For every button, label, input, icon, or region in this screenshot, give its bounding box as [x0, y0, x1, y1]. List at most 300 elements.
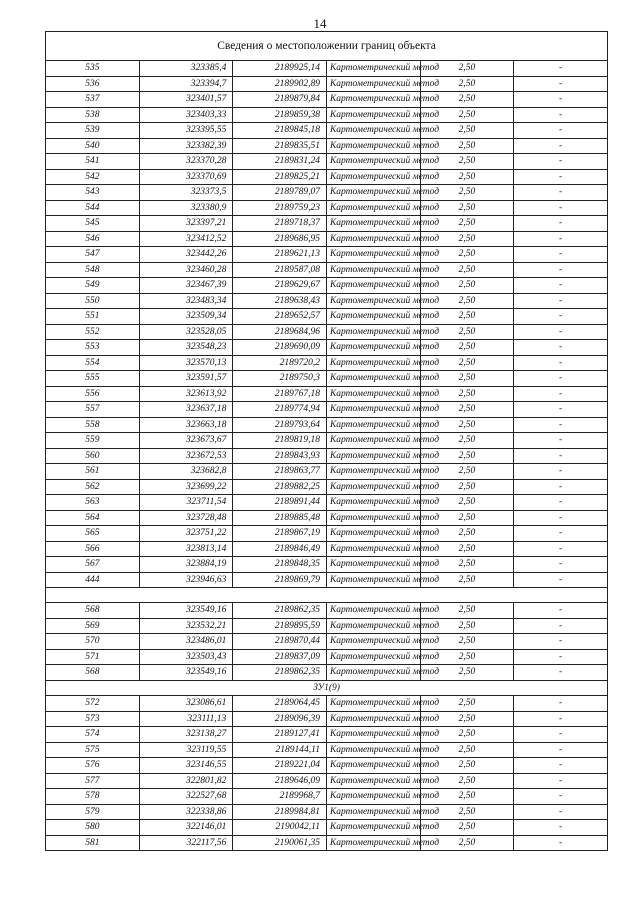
description: -	[514, 417, 608, 433]
table-row	[46, 773, 608, 789]
x-coordinate: 323549,16	[139, 603, 233, 619]
accuracy: 2,50	[420, 262, 514, 278]
y-coordinate: 2190061,35	[233, 835, 327, 851]
accuracy: 2,50	[420, 742, 514, 758]
accuracy: 2,50	[420, 61, 514, 77]
description: -	[514, 758, 608, 774]
x-coordinate: 323591,57	[139, 371, 233, 387]
x-coordinate: 323380,9	[139, 200, 233, 216]
table-row	[46, 649, 608, 665]
x-coordinate: 323682,8	[139, 464, 233, 480]
point-number: 574	[46, 727, 140, 743]
point-number: 564	[46, 510, 140, 526]
x-coordinate: 323401,57	[139, 92, 233, 108]
x-coordinate: 323442,26	[139, 247, 233, 263]
page-number: 14	[313, 16, 327, 31]
y-coordinate: 2189879,84	[233, 92, 327, 108]
accuracy: 2,50	[420, 231, 514, 247]
point-number: 550	[46, 293, 140, 309]
y-coordinate: 2189984,81	[233, 804, 327, 820]
description: -	[514, 495, 608, 511]
table-row	[46, 138, 608, 154]
description: -	[514, 789, 608, 805]
accuracy: 2,50	[420, 76, 514, 92]
accuracy: 2,50	[420, 696, 514, 712]
method: Картометрический метод	[326, 495, 420, 511]
x-coordinate: 322146,01	[139, 820, 233, 836]
table-row	[46, 464, 608, 480]
y-coordinate: 2189862,35	[233, 603, 327, 619]
point-number: 548	[46, 262, 140, 278]
table-row	[46, 820, 608, 836]
y-coordinate: 2189869,79	[233, 572, 327, 588]
x-coordinate: 323884,19	[139, 557, 233, 573]
point-number: 444	[46, 572, 140, 588]
accuracy: 2,50	[420, 278, 514, 294]
method: Картометрический метод	[326, 665, 420, 681]
method: Картометрический метод	[326, 433, 420, 449]
method: Картометрический метод	[326, 107, 420, 123]
x-coordinate: 323394,7	[139, 76, 233, 92]
accuracy: 2,50	[420, 247, 514, 263]
description: -	[514, 185, 608, 201]
description: -	[514, 541, 608, 557]
description: -	[514, 216, 608, 232]
method: Картометрический метод	[326, 355, 420, 371]
x-coordinate: 323548,23	[139, 340, 233, 356]
y-coordinate: 2190042,11	[233, 820, 327, 836]
method: Картометрический метод	[326, 804, 420, 820]
table-row	[46, 355, 608, 371]
boundary-coordinates-table	[45, 31, 608, 851]
point-number: 554	[46, 355, 140, 371]
method: Картометрический метод	[326, 340, 420, 356]
boundary-table-container	[45, 31, 608, 851]
y-coordinate: 2189587,08	[233, 262, 327, 278]
accuracy: 2,50	[420, 634, 514, 650]
y-coordinate: 2189793,64	[233, 417, 327, 433]
x-coordinate: 323467,39	[139, 278, 233, 294]
method: Картометрический метод	[326, 309, 420, 325]
table-row	[46, 557, 608, 573]
point-number: 560	[46, 448, 140, 464]
point-number: 551	[46, 309, 140, 325]
accuracy: 2,50	[420, 200, 514, 216]
description: -	[514, 665, 608, 681]
y-coordinate: 2189902,89	[233, 76, 327, 92]
x-coordinate: 323570,13	[139, 355, 233, 371]
table-row	[46, 92, 608, 108]
x-coordinate: 323370,69	[139, 169, 233, 185]
x-coordinate: 323549,16	[139, 665, 233, 681]
accuracy: 2,50	[420, 371, 514, 387]
accuracy: 2,50	[420, 433, 514, 449]
accuracy: 2,50	[420, 386, 514, 402]
description: -	[514, 820, 608, 836]
table-row	[46, 696, 608, 712]
accuracy: 2,50	[420, 154, 514, 170]
accuracy: 2,50	[420, 417, 514, 433]
x-coordinate: 323395,55	[139, 123, 233, 139]
y-coordinate: 2189846,49	[233, 541, 327, 557]
x-coordinate: 323373,5	[139, 185, 233, 201]
table-row	[46, 417, 608, 433]
description: -	[514, 479, 608, 495]
x-coordinate: 323503,43	[139, 649, 233, 665]
x-coordinate: 323673,67	[139, 433, 233, 449]
x-coordinate: 322117,56	[139, 835, 233, 851]
x-coordinate: 323385,4	[139, 61, 233, 77]
x-coordinate: 323119,55	[139, 742, 233, 758]
point-number: 553	[46, 340, 140, 356]
table-row	[46, 107, 608, 123]
point-number: 561	[46, 464, 140, 480]
section-row	[46, 680, 608, 696]
accuracy: 2,50	[420, 123, 514, 139]
table-row	[46, 433, 608, 449]
accuracy: 2,50	[420, 324, 514, 340]
point-number: 541	[46, 154, 140, 170]
y-coordinate: 2189825,21	[233, 169, 327, 185]
accuracy: 2,50	[420, 649, 514, 665]
accuracy: 2,50	[420, 711, 514, 727]
point-number: 536	[46, 76, 140, 92]
method: Картометрический метод	[326, 324, 420, 340]
description: -	[514, 324, 608, 340]
method: Картометрический метод	[326, 711, 420, 727]
method: Картометрический метод	[326, 138, 420, 154]
point-number: 538	[46, 107, 140, 123]
y-coordinate: 2189774,94	[233, 402, 327, 418]
description: -	[514, 154, 608, 170]
description: -	[514, 557, 608, 573]
description: -	[514, 247, 608, 263]
method: Картометрический метод	[326, 231, 420, 247]
method: Картометрический метод	[326, 169, 420, 185]
method: Картометрический метод	[326, 634, 420, 650]
description: -	[514, 138, 608, 154]
table-row	[46, 727, 608, 743]
x-coordinate: 323751,22	[139, 526, 233, 542]
table-row	[46, 479, 608, 495]
description: -	[514, 169, 608, 185]
separator-row	[46, 588, 608, 603]
table-row	[46, 711, 608, 727]
point-number: 571	[46, 649, 140, 665]
accuracy: 2,50	[420, 603, 514, 619]
accuracy: 2,50	[420, 727, 514, 743]
table-row	[46, 216, 608, 232]
table-row	[46, 665, 608, 681]
x-coordinate: 323138,27	[139, 727, 233, 743]
accuracy: 2,50	[420, 789, 514, 805]
method: Картометрический метод	[326, 200, 420, 216]
x-coordinate: 323672,53	[139, 448, 233, 464]
method: Картометрический метод	[326, 247, 420, 263]
point-number: 567	[46, 557, 140, 573]
x-coordinate: 323946,63	[139, 572, 233, 588]
y-coordinate: 2189891,44	[233, 495, 327, 511]
description: -	[514, 510, 608, 526]
description: -	[514, 618, 608, 634]
y-coordinate: 2189819,18	[233, 433, 327, 449]
point-number: 579	[46, 804, 140, 820]
accuracy: 2,50	[420, 665, 514, 681]
table-row	[46, 247, 608, 263]
y-coordinate: 2189096,39	[233, 711, 327, 727]
y-coordinate: 2189848,35	[233, 557, 327, 573]
table-row	[46, 618, 608, 634]
accuracy: 2,50	[420, 773, 514, 789]
accuracy: 2,50	[420, 557, 514, 573]
y-coordinate: 2189629,67	[233, 278, 327, 294]
table-row	[46, 278, 608, 294]
method: Картометрический метод	[326, 448, 420, 464]
table-row	[46, 340, 608, 356]
accuracy: 2,50	[420, 618, 514, 634]
accuracy: 2,50	[420, 355, 514, 371]
table-row	[46, 804, 608, 820]
y-coordinate: 2189750,3	[233, 371, 327, 387]
point-number: 555	[46, 371, 140, 387]
table-row	[46, 526, 608, 542]
accuracy: 2,50	[420, 526, 514, 542]
description: -	[514, 649, 608, 665]
table-row	[46, 448, 608, 464]
accuracy: 2,50	[420, 293, 514, 309]
table-row	[46, 185, 608, 201]
x-coordinate: 323397,21	[139, 216, 233, 232]
description: -	[514, 262, 608, 278]
point-number: 569	[46, 618, 140, 634]
x-coordinate: 323528,05	[139, 324, 233, 340]
description: -	[514, 464, 608, 480]
point-number: 535	[46, 61, 140, 77]
description: -	[514, 107, 608, 123]
description: -	[514, 727, 608, 743]
x-coordinate: 323412,52	[139, 231, 233, 247]
description: -	[514, 123, 608, 139]
description: -	[514, 773, 608, 789]
method: Картометрический метод	[326, 92, 420, 108]
method: Картометрический метод	[326, 758, 420, 774]
y-coordinate: 2189837,09	[233, 649, 327, 665]
method: Картометрический метод	[326, 618, 420, 634]
point-number: 577	[46, 773, 140, 789]
point-number: 562	[46, 479, 140, 495]
description: -	[514, 371, 608, 387]
x-coordinate: 323483,34	[139, 293, 233, 309]
y-coordinate: 2189870,44	[233, 634, 327, 650]
x-coordinate: 322527,68	[139, 789, 233, 805]
x-coordinate: 323532,21	[139, 618, 233, 634]
point-number: 576	[46, 758, 140, 774]
table-row	[46, 758, 608, 774]
table-row	[46, 495, 608, 511]
point-number: 549	[46, 278, 140, 294]
method: Картометрический метод	[326, 61, 420, 77]
point-number: 545	[46, 216, 140, 232]
point-number: 568	[46, 603, 140, 619]
method: Картометрический метод	[326, 402, 420, 418]
y-coordinate: 2189968,7	[233, 789, 327, 805]
table-row	[46, 324, 608, 340]
accuracy: 2,50	[420, 169, 514, 185]
separator-cell	[46, 588, 608, 603]
point-number: 547	[46, 247, 140, 263]
accuracy: 2,50	[420, 107, 514, 123]
method: Картометрический метод	[326, 278, 420, 294]
y-coordinate: 2189863,77	[233, 464, 327, 480]
accuracy: 2,50	[420, 92, 514, 108]
method: Картометрический метод	[326, 742, 420, 758]
point-number: 566	[46, 541, 140, 557]
point-number: 565	[46, 526, 140, 542]
table-row	[46, 402, 608, 418]
x-coordinate: 323086,61	[139, 696, 233, 712]
x-coordinate: 323403,33	[139, 107, 233, 123]
method: Картометрический метод	[326, 835, 420, 851]
point-number: 542	[46, 169, 140, 185]
description: -	[514, 835, 608, 851]
description: -	[514, 711, 608, 727]
point-number: 557	[46, 402, 140, 418]
method: Картометрический метод	[326, 773, 420, 789]
description: -	[514, 293, 608, 309]
x-coordinate: 323486,01	[139, 634, 233, 650]
y-coordinate: 2189621,13	[233, 247, 327, 263]
method: Картометрический метод	[326, 541, 420, 557]
description: -	[514, 340, 608, 356]
y-coordinate: 2189144,11	[233, 742, 327, 758]
description: -	[514, 92, 608, 108]
table-row	[46, 634, 608, 650]
accuracy: 2,50	[420, 216, 514, 232]
y-coordinate: 2189867,19	[233, 526, 327, 542]
method: Картометрический метод	[326, 820, 420, 836]
x-coordinate: 323711,54	[139, 495, 233, 511]
description: -	[514, 742, 608, 758]
x-coordinate: 323813,14	[139, 541, 233, 557]
point-number: 581	[46, 835, 140, 851]
accuracy: 2,50	[420, 758, 514, 774]
method: Картометрический метод	[326, 789, 420, 805]
method: Картометрический метод	[326, 185, 420, 201]
method: Картометрический метод	[326, 727, 420, 743]
accuracy: 2,50	[420, 804, 514, 820]
y-coordinate: 2189862,35	[233, 665, 327, 681]
x-coordinate: 323699,22	[139, 479, 233, 495]
method: Картометрический метод	[326, 479, 420, 495]
y-coordinate: 2189835,51	[233, 138, 327, 154]
y-coordinate: 2189789,07	[233, 185, 327, 201]
table-row	[46, 371, 608, 387]
description: -	[514, 448, 608, 464]
method: Картометрический метод	[326, 649, 420, 665]
table-row	[46, 262, 608, 278]
method: Картометрический метод	[326, 154, 420, 170]
accuracy: 2,50	[420, 835, 514, 851]
point-number: 543	[46, 185, 140, 201]
y-coordinate: 2189843,93	[233, 448, 327, 464]
method: Картометрический метод	[326, 572, 420, 588]
accuracy: 2,50	[420, 402, 514, 418]
method: Картометрический метод	[326, 76, 420, 92]
description: -	[514, 309, 608, 325]
description: -	[514, 526, 608, 542]
method: Картометрический метод	[326, 123, 420, 139]
point-number: 540	[46, 138, 140, 154]
table-row	[46, 169, 608, 185]
table-row	[46, 835, 608, 851]
x-coordinate: 323613,92	[139, 386, 233, 402]
x-coordinate: 323728,48	[139, 510, 233, 526]
table-title: Сведения о местоположении границ объекта	[46, 32, 608, 61]
y-coordinate: 2189638,43	[233, 293, 327, 309]
table-row	[46, 789, 608, 805]
accuracy: 2,50	[420, 820, 514, 836]
description: -	[514, 76, 608, 92]
accuracy: 2,50	[420, 572, 514, 588]
x-coordinate: 323509,34	[139, 309, 233, 325]
point-number: 559	[46, 433, 140, 449]
y-coordinate: 2189690,09	[233, 340, 327, 356]
accuracy: 2,50	[420, 185, 514, 201]
method: Картометрический метод	[326, 510, 420, 526]
description: -	[514, 603, 608, 619]
description: -	[514, 433, 608, 449]
y-coordinate: 2189767,18	[233, 386, 327, 402]
table-row	[46, 309, 608, 325]
accuracy: 2,50	[420, 340, 514, 356]
table-row	[46, 200, 608, 216]
y-coordinate: 2189686,95	[233, 231, 327, 247]
y-coordinate: 2189895,59	[233, 618, 327, 634]
y-coordinate: 2189885,48	[233, 510, 327, 526]
point-number: 552	[46, 324, 140, 340]
table-row	[46, 572, 608, 588]
method: Картометрический метод	[326, 386, 420, 402]
table-row	[46, 742, 608, 758]
y-coordinate: 2189845,18	[233, 123, 327, 139]
description: -	[514, 200, 608, 216]
y-coordinate: 2189759,23	[233, 200, 327, 216]
point-number: 537	[46, 92, 140, 108]
x-coordinate: 322338,86	[139, 804, 233, 820]
table-row	[46, 231, 608, 247]
method: Картометрический метод	[326, 371, 420, 387]
y-coordinate: 2189064,45	[233, 696, 327, 712]
y-coordinate: 2189127,41	[233, 727, 327, 743]
y-coordinate: 2189718,37	[233, 216, 327, 232]
table-row	[46, 123, 608, 139]
table-row	[46, 293, 608, 309]
x-coordinate: 323637,18	[139, 402, 233, 418]
table-row	[46, 154, 608, 170]
y-coordinate: 2189684,96	[233, 324, 327, 340]
description: -	[514, 634, 608, 650]
table-row	[46, 61, 608, 77]
point-number: 570	[46, 634, 140, 650]
y-coordinate: 2189720,2	[233, 355, 327, 371]
method: Картометрический метод	[326, 262, 420, 278]
description: -	[514, 61, 608, 77]
accuracy: 2,50	[420, 448, 514, 464]
point-number: 575	[46, 742, 140, 758]
x-coordinate: 323111,13	[139, 711, 233, 727]
x-coordinate: 323370,28	[139, 154, 233, 170]
method: Картометрический метод	[326, 603, 420, 619]
